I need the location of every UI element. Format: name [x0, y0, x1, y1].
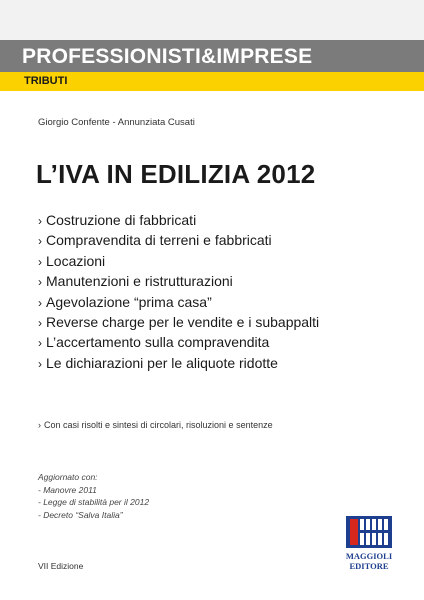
topic-text: Compravendita di terreni e fabbricati: [46, 232, 272, 249]
topic-text: Reverse charge per le vendite e i subappalti: [46, 313, 320, 330]
topic-item: [38, 353, 319, 373]
bullet-marker: ›: [38, 254, 42, 269]
bullet-marker: ›: [38, 234, 42, 249]
update-item: - Legge di stabilità per il 2012: [38, 497, 150, 507]
bullet-marker: ›: [38, 315, 42, 330]
topic-item: [38, 312, 319, 332]
series-title: PROFESSIONISTI&IMPRESE: [22, 45, 313, 68]
topic-item: [38, 271, 319, 291]
publisher-line-1: MAGGIOLI: [345, 551, 393, 561]
edition: VII Edizione: [38, 561, 84, 571]
topic-text: Manutenzioni e ristrutturazioni: [46, 273, 233, 290]
update-heading: Aggiornato con:: [38, 472, 98, 482]
topic-item: [38, 332, 319, 352]
update-item: - Decreto “Salva Italia”: [38, 509, 123, 520]
topic-text: Le dichiarazioni per le aliquote ridotte: [46, 354, 278, 371]
topic-text: Agevolazione “prima casa”: [46, 293, 212, 310]
topic-item: [38, 292, 319, 312]
update-item: - Manovre 2011: [38, 484, 97, 495]
publisher-line-2: EDITORE: [349, 561, 389, 571]
bullet-marker: ›: [38, 295, 42, 310]
bullet-marker: ›: [38, 420, 41, 430]
category-label: TRIBUTI: [24, 75, 68, 87]
topic-item: [38, 210, 319, 230]
bullet-marker: ›: [38, 275, 42, 290]
topic-item: [38, 251, 319, 271]
contents-note: [38, 420, 273, 430]
maggioli-logo-icon: [346, 516, 392, 548]
topic-item: [38, 230, 319, 250]
authors: Giorgio Confente - Annunziata Cusati: [38, 117, 195, 128]
bullet-marker: ›: [38, 356, 42, 371]
bullet-marker: ›: [38, 214, 42, 228]
update-notes: [38, 471, 149, 521]
publisher-name: [338, 551, 400, 571]
book-title: L’IVA IN EDILIZIA 2012: [36, 159, 316, 189]
topic-text: L’accertamento sulla compravendita: [46, 334, 270, 351]
topic-list: [38, 210, 319, 373]
topic-text: Costruzione di fabbricati: [46, 212, 197, 228]
note-text: Con casi risolti e sintesi di circolari, risoluzioni e sentenze: [44, 420, 273, 430]
bullet-marker: ›: [38, 336, 42, 351]
publisher-logo: [338, 516, 398, 574]
topic-text: Locazioni: [46, 252, 106, 269]
top-band: [0, 0, 424, 40]
